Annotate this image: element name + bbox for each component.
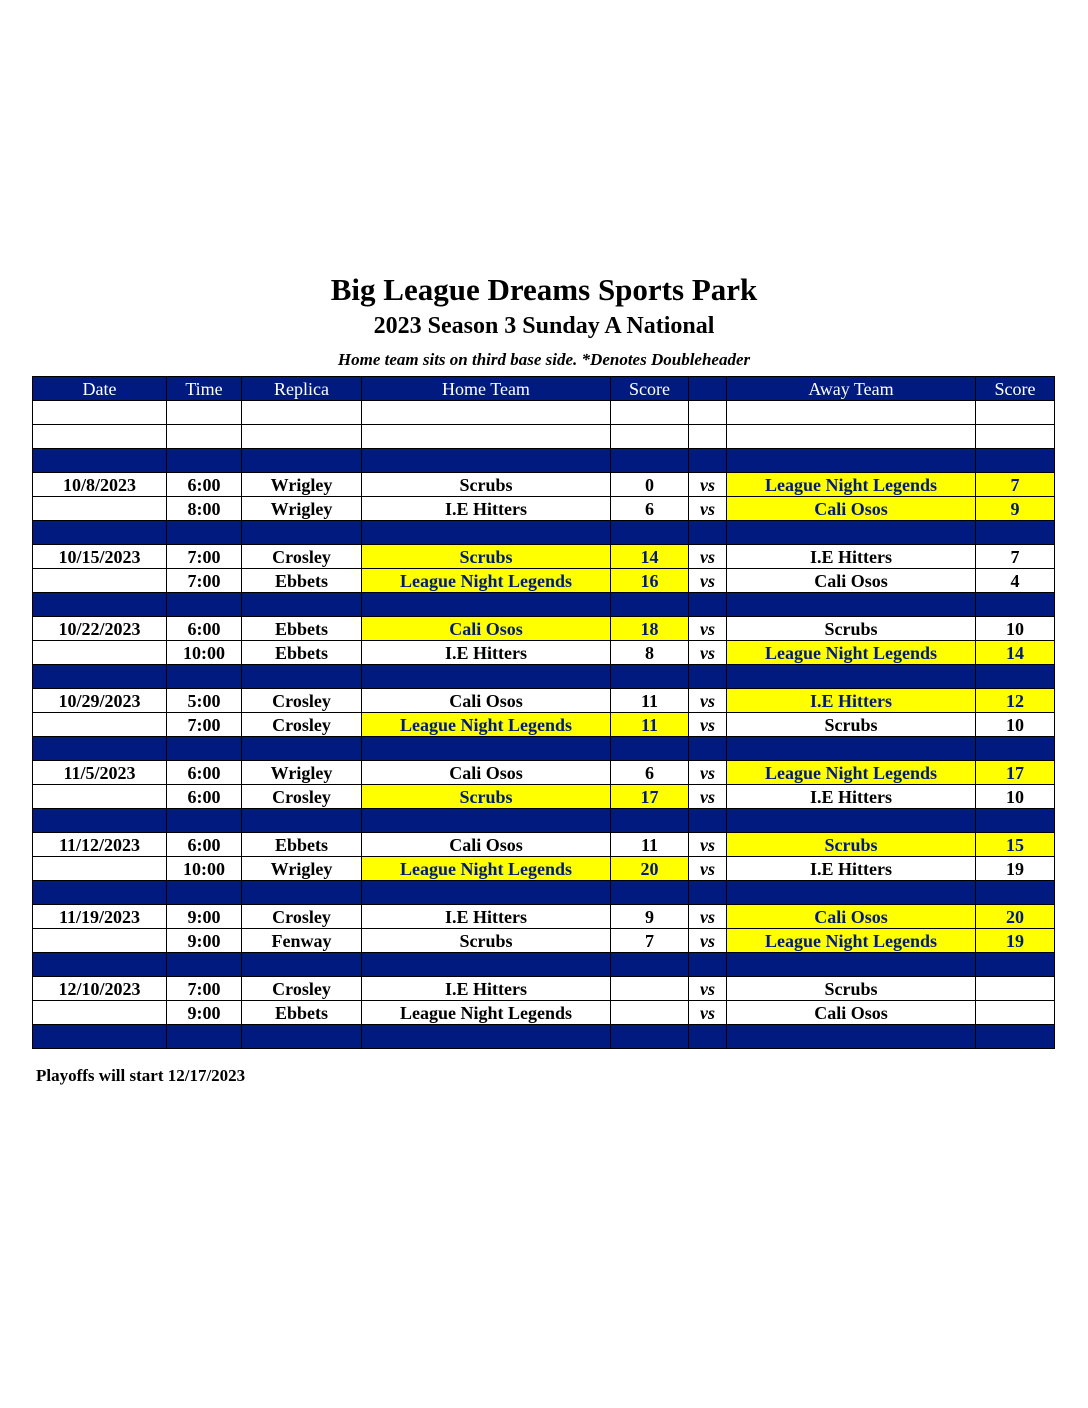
cell-home-team: I.E Hitters [362,977,611,1001]
cell-away-team [727,1025,976,1049]
cell-home-score: 11 [611,833,689,857]
cell-away-score [976,1001,1055,1025]
cell-away-score: 9 [976,497,1055,521]
cell-replica [242,401,362,425]
cell-replica: Wrigley [242,761,362,785]
cell-away-team: League Night Legends [727,641,976,665]
cell-home-team: I.E Hitters [362,905,611,929]
cell-date [33,809,167,833]
cell-home-team: League Night Legends [362,857,611,881]
cell-away-score: 15 [976,833,1055,857]
separator-row [33,449,1055,473]
separator-row [33,953,1055,977]
cell-vs [689,425,727,449]
col-header-home-score: Score [611,377,689,401]
cell-away-score: 7 [976,545,1055,569]
cell-away-score [976,665,1055,689]
cell-replica [242,953,362,977]
cell-home-team [362,737,611,761]
cell-replica: Crosley [242,545,362,569]
cell-away-score [976,977,1055,1001]
cell-away-score: 17 [976,761,1055,785]
cell-date [33,737,167,761]
cell-home-score [611,425,689,449]
cell-vs [689,593,727,617]
cell-replica: Crosley [242,689,362,713]
cell-date: 11/5/2023 [33,761,167,785]
cell-home-team: I.E Hitters [362,497,611,521]
cell-date [33,665,167,689]
cell-away-score: 19 [976,929,1055,953]
cell-away-score: 7 [976,473,1055,497]
separator-row [33,881,1055,905]
table-row [33,545,1055,569]
cell-home-team: League Night Legends [362,713,611,737]
cell-replica: Ebbets [242,641,362,665]
col-header-away-score: Score [976,377,1055,401]
cell-replica [242,521,362,545]
cell-home-score: 9 [611,905,689,929]
cell-home-score: 11 [611,689,689,713]
cell-away-score [976,809,1055,833]
cell-away-score [976,401,1055,425]
cell-away-team [727,737,976,761]
cell-home-score: 11 [611,713,689,737]
cell-vs: vs [689,569,727,593]
cell-home-team: Scrubs [362,929,611,953]
cell-replica [242,665,362,689]
cell-away-score [976,425,1055,449]
cell-replica: Crosley [242,713,362,737]
cell-date: 11/12/2023 [33,833,167,857]
cell-home-score [611,665,689,689]
cell-replica [242,809,362,833]
cell-time [167,521,242,545]
cell-away-team: I.E Hitters [727,785,976,809]
cell-home-score [611,1025,689,1049]
cell-home-team: Scrubs [362,785,611,809]
cell-replica [242,425,362,449]
cell-date: 10/8/2023 [33,473,167,497]
cell-away-score [976,881,1055,905]
cell-home-score [611,977,689,1001]
separator-row [33,737,1055,761]
cell-replica: Crosley [242,905,362,929]
col-header-vs [689,377,727,401]
cell-date: 12/10/2023 [33,977,167,1001]
cell-vs [689,665,727,689]
cell-replica [242,1025,362,1049]
table-row [33,713,1055,737]
cell-time [167,809,242,833]
cell-time: 7:00 [167,713,242,737]
cell-vs [689,401,727,425]
cell-away-score: 10 [976,713,1055,737]
cell-date [33,857,167,881]
cell-replica: Ebbets [242,833,362,857]
cell-time: 6:00 [167,473,242,497]
cell-vs: vs [689,833,727,857]
col-header-time: Time [167,377,242,401]
cell-date [33,953,167,977]
cell-away-team: League Night Legends [727,473,976,497]
cell-time: 7:00 [167,977,242,1001]
cell-vs: vs [689,1001,727,1025]
cell-home-team: Cali Osos [362,761,611,785]
cell-vs [689,953,727,977]
page-title: Big League Dreams Sports Park [330,272,758,307]
cell-home-score [611,521,689,545]
cell-time: 6:00 [167,785,242,809]
cell-away-team: Cali Osos [727,1001,976,1025]
cell-away-team: Scrubs [727,617,976,641]
cell-away-score [976,1025,1055,1049]
cell-date [33,401,167,425]
cell-away-score: 4 [976,569,1055,593]
cell-time [167,449,242,473]
cell-time: 6:00 [167,761,242,785]
cell-replica [242,449,362,473]
table-header-row [33,377,1055,401]
cell-away-score: 12 [976,689,1055,713]
cell-vs [689,809,727,833]
cell-date [33,713,167,737]
col-header-home-team: Home Team [362,377,611,401]
cell-time: 9:00 [167,905,242,929]
cell-date [33,1025,167,1049]
cell-home-score: 7 [611,929,689,953]
cell-time: 8:00 [167,497,242,521]
page-subtitle: 2023 Season 3 Sunday A National [373,313,715,339]
cell-away-team [727,953,976,977]
cell-time: 10:00 [167,857,242,881]
cell-away-team [727,809,976,833]
cell-home-score [611,401,689,425]
schedule-table [32,376,1055,1049]
cell-home-score [611,881,689,905]
cell-date [33,785,167,809]
cell-home-team: League Night Legends [362,1001,611,1025]
cell-time: 6:00 [167,833,242,857]
cell-away-team: I.E Hitters [727,689,976,713]
cell-time: 9:00 [167,929,242,953]
cell-vs [689,881,727,905]
col-header-away-team: Away Team [727,377,976,401]
cell-date [33,1001,167,1025]
cell-home-team [362,665,611,689]
cell-home-team: League Night Legends [362,569,611,593]
separator-row [33,665,1055,689]
cell-home-score: 0 [611,473,689,497]
cell-home-score: 8 [611,641,689,665]
cell-time [167,593,242,617]
cell-away-team [727,521,976,545]
cell-date: 10/15/2023 [33,545,167,569]
cell-time: 9:00 [167,1001,242,1025]
cell-home-score [611,953,689,977]
cell-home-team [362,1025,611,1049]
cell-time: 10:00 [167,641,242,665]
cell-home-score: 17 [611,785,689,809]
cell-time [167,881,242,905]
cell-date: 10/22/2023 [33,617,167,641]
cell-home-score [611,809,689,833]
cell-vs: vs [689,689,727,713]
cell-vs: vs [689,977,727,1001]
cell-home-score: 18 [611,617,689,641]
cell-replica [242,593,362,617]
cell-vs: vs [689,785,727,809]
cell-vs: vs [689,905,727,929]
cell-away-score: 10 [976,617,1055,641]
cell-time: 7:00 [167,545,242,569]
cell-away-score [976,737,1055,761]
cell-replica [242,881,362,905]
table-row [33,929,1055,953]
separator-row [33,809,1055,833]
cell-replica: Fenway [242,929,362,953]
cell-vs: vs [689,545,727,569]
cell-away-team [727,593,976,617]
table-row [33,497,1055,521]
cell-replica: Ebbets [242,1001,362,1025]
cell-vs: vs [689,929,727,953]
table-row [33,1001,1055,1025]
cell-vs: vs [689,641,727,665]
cell-vs: vs [689,617,727,641]
cell-away-score [976,953,1055,977]
cell-date [33,425,167,449]
cell-away-team: I.E Hitters [727,857,976,881]
cell-home-score: 6 [611,761,689,785]
col-header-date: Date [33,377,167,401]
cell-away-team: Scrubs [727,977,976,1001]
cell-home-score [611,593,689,617]
cell-away-team [727,881,976,905]
cell-vs: vs [689,497,727,521]
cell-away-score: 10 [976,785,1055,809]
table-row [33,857,1055,881]
table-row [33,905,1055,929]
empty-row [33,401,1055,425]
cell-vs: vs [689,857,727,881]
cell-home-score [611,449,689,473]
cell-away-score [976,449,1055,473]
cell-date [33,449,167,473]
cell-home-team [362,809,611,833]
cell-home-score: 16 [611,569,689,593]
cell-vs [689,521,727,545]
footer-note: Playoffs will start 12/17/2023 [36,1066,246,1085]
cell-replica: Ebbets [242,617,362,641]
cell-time [167,425,242,449]
empty-row [33,425,1055,449]
table-row [33,761,1055,785]
cell-home-team: Cali Osos [362,833,611,857]
cell-time [167,665,242,689]
cell-away-score [976,521,1055,545]
cell-date [33,929,167,953]
cell-vs [689,737,727,761]
separator-row [33,593,1055,617]
cell-date [33,641,167,665]
cell-replica [242,737,362,761]
table-row [33,833,1055,857]
cell-vs [689,449,727,473]
cell-home-team [362,401,611,425]
cell-replica: Crosley [242,977,362,1001]
cell-away-team: I.E Hitters [727,545,976,569]
cell-vs [689,1025,727,1049]
cell-away-team: League Night Legends [727,761,976,785]
cell-replica: Wrigley [242,857,362,881]
cell-vs: vs [689,761,727,785]
separator-row [33,1025,1055,1049]
cell-time [167,1025,242,1049]
cell-replica: Ebbets [242,569,362,593]
table-row [33,617,1055,641]
cell-home-score: 20 [611,857,689,881]
cell-away-score: 19 [976,857,1055,881]
cell-replica: Crosley [242,785,362,809]
col-header-replica: Replica [242,377,362,401]
cell-away-score: 20 [976,905,1055,929]
cell-date [33,593,167,617]
cell-home-team [362,593,611,617]
cell-away-team [727,401,976,425]
cell-away-score: 14 [976,641,1055,665]
cell-time [167,953,242,977]
cell-date [33,569,167,593]
cell-away-team [727,449,976,473]
cell-home-team [362,521,611,545]
cell-home-team [362,881,611,905]
cell-home-team: Cali Osos [362,689,611,713]
cell-vs: vs [689,713,727,737]
cell-away-team: Cali Osos [727,569,976,593]
cell-away-team: Cali Osos [727,905,976,929]
cell-home-score [611,737,689,761]
cell-home-team: Scrubs [362,473,611,497]
cell-home-score: 14 [611,545,689,569]
cell-away-team [727,425,976,449]
cell-away-team: League Night Legends [727,929,976,953]
cell-away-team: Scrubs [727,833,976,857]
cell-date: 10/29/2023 [33,689,167,713]
cell-replica: Wrigley [242,473,362,497]
table-row [33,977,1055,1001]
table-row [33,785,1055,809]
cell-away-team: Cali Osos [727,497,976,521]
cell-home-team: Cali Osos [362,617,611,641]
cell-date [33,881,167,905]
cell-date [33,497,167,521]
cell-replica: Wrigley [242,497,362,521]
cell-time [167,737,242,761]
cell-time: 5:00 [167,689,242,713]
separator-row [33,521,1055,545]
cell-away-team [727,665,976,689]
cell-time: 6:00 [167,617,242,641]
cell-home-team [362,425,611,449]
cell-home-score: 6 [611,497,689,521]
cell-home-team [362,449,611,473]
cell-date [33,521,167,545]
cell-home-team: Scrubs [362,545,611,569]
cell-time: 7:00 [167,569,242,593]
cell-vs: vs [689,473,727,497]
cell-home-team [362,953,611,977]
cell-home-team: I.E Hitters [362,641,611,665]
page-note: Home team sits on third base side. *Denotes Doubleheader [337,350,751,369]
table-row [33,569,1055,593]
cell-home-score [611,1001,689,1025]
table-row [33,689,1055,713]
cell-away-score [976,593,1055,617]
cell-time [167,401,242,425]
table-row [33,641,1055,665]
cell-away-team: Scrubs [727,713,976,737]
cell-date: 11/19/2023 [33,905,167,929]
table-row [33,473,1055,497]
